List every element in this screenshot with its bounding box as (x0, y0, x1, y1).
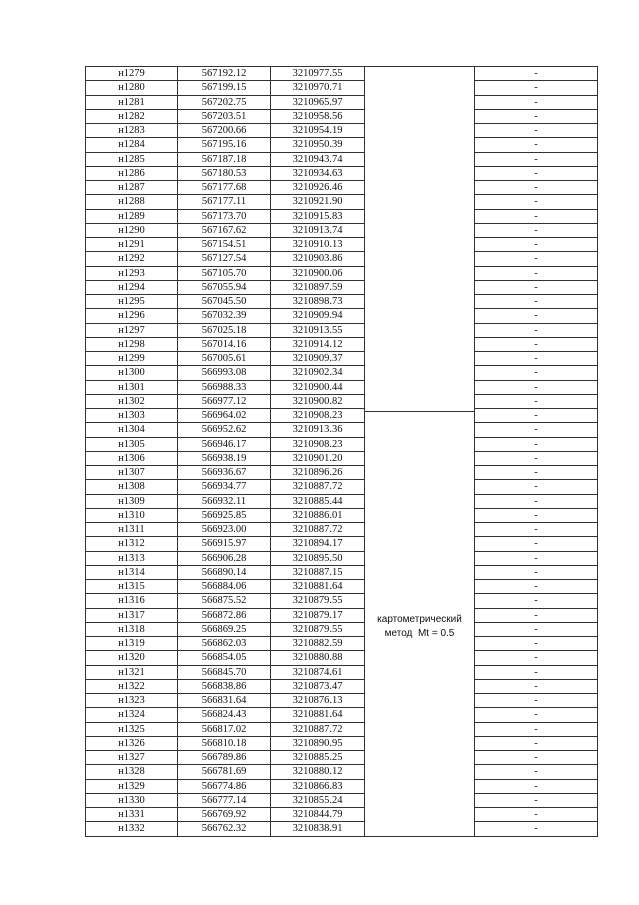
x-coordinate-cell: 567025.18 (178, 323, 271, 337)
accuracy-cell: - (475, 765, 598, 779)
point-name-cell: н1308 (86, 480, 178, 494)
x-coordinate-cell: 566952.62 (178, 423, 271, 437)
point-name-cell: н1331 (86, 808, 178, 822)
method-label (365, 613, 474, 641)
accuracy-cell: - (475, 138, 598, 152)
point-name-cell: н1318 (86, 622, 178, 636)
x-coordinate-cell: 567180.53 (178, 166, 271, 180)
accuracy-cell: - (475, 181, 598, 195)
point-name-cell: н1296 (86, 309, 178, 323)
point-name-cell: н1306 (86, 451, 178, 465)
point-name-cell: н1324 (86, 708, 178, 722)
point-name-cell: н1330 (86, 793, 178, 807)
accuracy-cell: - (475, 822, 598, 836)
x-coordinate-cell: 567195.16 (178, 138, 271, 152)
method-divider-line (365, 411, 474, 412)
table-row (86, 309, 598, 323)
accuracy-cell: - (475, 280, 598, 294)
x-coordinate-cell: 567032.39 (178, 309, 271, 323)
x-coordinate-cell: 566875.52 (178, 594, 271, 608)
table-row (86, 223, 598, 237)
accuracy-cell: - (475, 736, 598, 750)
y-coordinate-cell: 3210885.25 (271, 751, 365, 765)
x-coordinate-cell: 566993.08 (178, 366, 271, 380)
x-coordinate-cell: 567045.50 (178, 295, 271, 309)
point-name-cell: н1305 (86, 437, 178, 451)
method-cell (365, 67, 475, 837)
table-row (86, 523, 598, 537)
accuracy-cell: - (475, 451, 598, 465)
accuracy-cell: - (475, 808, 598, 822)
point-name-cell: н1309 (86, 494, 178, 508)
point-name-cell: н1279 (86, 67, 178, 81)
x-coordinate-cell: 567192.12 (178, 67, 271, 81)
point-name-cell: н1319 (86, 637, 178, 651)
point-name-cell: н1310 (86, 508, 178, 522)
table-row (86, 580, 598, 594)
y-coordinate-cell: 3210901.20 (271, 451, 365, 465)
y-coordinate-cell: 3210855.24 (271, 793, 365, 807)
point-name-cell: н1311 (86, 523, 178, 537)
point-name-cell: н1289 (86, 209, 178, 223)
table-row (86, 665, 598, 679)
y-coordinate-cell: 3210887.72 (271, 523, 365, 537)
point-name-cell: н1295 (86, 295, 178, 309)
y-coordinate-cell: 3210921.90 (271, 195, 365, 209)
x-coordinate-cell: 566831.64 (178, 694, 271, 708)
accuracy-cell: - (475, 637, 598, 651)
x-coordinate-cell: 566774.86 (178, 779, 271, 793)
point-name-cell: н1327 (86, 751, 178, 765)
x-coordinate-cell: 566824.43 (178, 708, 271, 722)
accuracy-cell: - (475, 423, 598, 437)
y-coordinate-cell: 3210879.17 (271, 608, 365, 622)
accuracy-cell: - (475, 694, 598, 708)
point-name-cell: н1294 (86, 280, 178, 294)
point-name-cell: н1302 (86, 394, 178, 408)
table-row (86, 152, 598, 166)
table-row (86, 295, 598, 309)
y-coordinate-cell: 3210880.88 (271, 651, 365, 665)
point-name-cell: н1322 (86, 679, 178, 693)
y-coordinate-cell: 3210970.71 (271, 81, 365, 95)
x-coordinate-cell: 567202.75 (178, 95, 271, 109)
table-row (86, 594, 598, 608)
accuracy-cell: - (475, 580, 598, 594)
accuracy-cell: - (475, 793, 598, 807)
table-row (86, 722, 598, 736)
table-row (86, 323, 598, 337)
point-name-cell: н1329 (86, 779, 178, 793)
x-coordinate-cell: 566890.14 (178, 565, 271, 579)
x-coordinate-cell: 567200.66 (178, 124, 271, 138)
accuracy-cell: - (475, 608, 598, 622)
y-coordinate-cell: 3210926.46 (271, 181, 365, 195)
y-coordinate-cell: 3210910.13 (271, 238, 365, 252)
y-coordinate-cell: 3210908.23 (271, 437, 365, 451)
x-coordinate-cell: 567154.51 (178, 238, 271, 252)
point-name-cell: н1301 (86, 380, 178, 394)
x-coordinate-cell: 566762.32 (178, 822, 271, 836)
table-row (86, 238, 598, 252)
x-coordinate-cell: 566923.00 (178, 523, 271, 537)
point-name-cell: н1307 (86, 466, 178, 480)
table-row (86, 765, 598, 779)
point-name-cell: н1312 (86, 537, 178, 551)
table-row (86, 651, 598, 665)
table-row (86, 138, 598, 152)
x-coordinate-cell: 567055.94 (178, 280, 271, 294)
point-name-cell: н1292 (86, 252, 178, 266)
point-name-cell: н1300 (86, 366, 178, 380)
table-row (86, 409, 598, 423)
y-coordinate-cell: 3210890.95 (271, 736, 365, 750)
accuracy-cell: - (475, 708, 598, 722)
accuracy-cell: - (475, 238, 598, 252)
table-row (86, 195, 598, 209)
y-coordinate-cell: 3210909.94 (271, 309, 365, 323)
point-name-cell: н1325 (86, 722, 178, 736)
y-coordinate-cell: 3210913.74 (271, 223, 365, 237)
table-row (86, 380, 598, 394)
accuracy-cell: - (475, 95, 598, 109)
accuracy-cell: - (475, 651, 598, 665)
y-coordinate-cell: 3210881.64 (271, 708, 365, 722)
x-coordinate-cell: 566838.86 (178, 679, 271, 693)
x-coordinate-cell: 567127.54 (178, 252, 271, 266)
method-label-line2: метод Mt = 0.5 (384, 628, 455, 639)
table-row (86, 751, 598, 765)
table-row (86, 537, 598, 551)
table-row (86, 779, 598, 793)
accuracy-cell: - (475, 665, 598, 679)
y-coordinate-cell: 3210915.83 (271, 209, 365, 223)
table-row (86, 451, 598, 465)
y-coordinate-cell: 3210908.23 (271, 409, 365, 423)
point-name-cell: н1299 (86, 352, 178, 366)
x-coordinate-cell: 566777.14 (178, 793, 271, 807)
accuracy-cell: - (475, 81, 598, 95)
x-coordinate-cell: 567199.15 (178, 81, 271, 95)
point-name-cell: н1320 (86, 651, 178, 665)
x-coordinate-cell: 567105.70 (178, 266, 271, 280)
point-name-cell: н1315 (86, 580, 178, 594)
accuracy-cell: - (475, 124, 598, 138)
accuracy-cell: - (475, 409, 598, 423)
x-coordinate-cell: 566810.18 (178, 736, 271, 750)
x-coordinate-cell: 567187.18 (178, 152, 271, 166)
table-row (86, 679, 598, 693)
table-row (86, 708, 598, 722)
accuracy-cell: - (475, 722, 598, 736)
x-coordinate-cell: 567203.51 (178, 109, 271, 123)
y-coordinate-cell: 3210898.73 (271, 295, 365, 309)
accuracy-cell: - (475, 380, 598, 394)
point-name-cell: н1326 (86, 736, 178, 750)
x-coordinate-cell: 566869.25 (178, 622, 271, 636)
accuracy-cell: - (475, 594, 598, 608)
y-coordinate-cell: 3210900.44 (271, 380, 365, 394)
accuracy-cell: - (475, 551, 598, 565)
x-coordinate-cell: 566946.17 (178, 437, 271, 451)
accuracy-cell: - (475, 223, 598, 237)
x-coordinate-cell: 567167.62 (178, 223, 271, 237)
point-name-cell: н1286 (86, 166, 178, 180)
point-name-cell: н1321 (86, 665, 178, 679)
coordinates-table-body (86, 67, 598, 837)
y-coordinate-cell: 3210965.97 (271, 95, 365, 109)
point-name-cell: н1285 (86, 152, 178, 166)
accuracy-cell: - (475, 437, 598, 451)
y-coordinate-cell: 3210887.72 (271, 722, 365, 736)
y-coordinate-cell: 3210873.47 (271, 679, 365, 693)
accuracy-cell: - (475, 523, 598, 537)
accuracy-cell: - (475, 252, 598, 266)
table-row (86, 352, 598, 366)
point-name-cell: н1282 (86, 109, 178, 123)
x-coordinate-cell: 567177.68 (178, 181, 271, 195)
y-coordinate-cell: 3210879.55 (271, 594, 365, 608)
table-row (86, 109, 598, 123)
x-coordinate-cell: 566988.33 (178, 380, 271, 394)
x-coordinate-cell: 566854.05 (178, 651, 271, 665)
point-name-cell: н1293 (86, 266, 178, 280)
point-name-cell: н1291 (86, 238, 178, 252)
x-coordinate-cell: 566769.92 (178, 808, 271, 822)
accuracy-cell: - (475, 394, 598, 408)
y-coordinate-cell: 3210902.34 (271, 366, 365, 380)
x-coordinate-cell: 567005.61 (178, 352, 271, 366)
x-coordinate-cell: 566932.11 (178, 494, 271, 508)
accuracy-cell: - (475, 466, 598, 480)
table-row (86, 808, 598, 822)
accuracy-cell: - (475, 480, 598, 494)
table-row (86, 551, 598, 565)
y-coordinate-cell: 3210876.13 (271, 694, 365, 708)
method-label-line1: картометрический (377, 614, 462, 625)
table-row (86, 280, 598, 294)
table-row (86, 252, 598, 266)
accuracy-cell: - (475, 352, 598, 366)
table-row (86, 266, 598, 280)
table-row (86, 466, 598, 480)
table-row (86, 95, 598, 109)
accuracy-cell: - (475, 67, 598, 81)
table-row (86, 181, 598, 195)
y-coordinate-cell: 3210900.82 (271, 394, 365, 408)
accuracy-cell: - (475, 366, 598, 380)
table-row (86, 480, 598, 494)
point-name-cell: н1316 (86, 594, 178, 608)
table-row (86, 608, 598, 622)
x-coordinate-cell: 566906.28 (178, 551, 271, 565)
y-coordinate-cell: 3210950.39 (271, 138, 365, 152)
accuracy-cell: - (475, 565, 598, 579)
point-name-cell: н1287 (86, 181, 178, 195)
table-row (86, 366, 598, 380)
y-coordinate-cell: 3210934.63 (271, 166, 365, 180)
y-coordinate-cell: 3210954.19 (271, 124, 365, 138)
x-coordinate-cell: 566964.02 (178, 409, 271, 423)
y-coordinate-cell: 3210838.91 (271, 822, 365, 836)
y-coordinate-cell: 3210882.59 (271, 637, 365, 651)
y-coordinate-cell: 3210887.72 (271, 480, 365, 494)
y-coordinate-cell: 3210900.06 (271, 266, 365, 280)
method-cell-inner (365, 67, 474, 836)
x-coordinate-cell: 566884.06 (178, 580, 271, 594)
accuracy-cell: - (475, 323, 598, 337)
x-coordinate-cell: 566789.86 (178, 751, 271, 765)
point-name-cell: н1314 (86, 565, 178, 579)
point-name-cell: н1298 (86, 337, 178, 351)
x-coordinate-cell: 566781.69 (178, 765, 271, 779)
table-row (86, 81, 598, 95)
accuracy-cell: - (475, 209, 598, 223)
table-row (86, 67, 598, 81)
table-row (86, 209, 598, 223)
y-coordinate-cell: 3210881.64 (271, 580, 365, 594)
y-coordinate-cell: 3210958.56 (271, 109, 365, 123)
y-coordinate-cell: 3210914.12 (271, 337, 365, 351)
accuracy-cell: - (475, 508, 598, 522)
accuracy-cell: - (475, 337, 598, 351)
y-coordinate-cell: 3210844.79 (271, 808, 365, 822)
accuracy-cell: - (475, 622, 598, 636)
table-row (86, 394, 598, 408)
table-row (86, 423, 598, 437)
accuracy-cell: - (475, 751, 598, 765)
table-row (86, 337, 598, 351)
accuracy-cell: - (475, 295, 598, 309)
table-row (86, 822, 598, 836)
table-row (86, 622, 598, 636)
y-coordinate-cell: 3210909.37 (271, 352, 365, 366)
table-row (86, 124, 598, 138)
x-coordinate-cell: 567014.16 (178, 337, 271, 351)
accuracy-cell: - (475, 494, 598, 508)
point-name-cell: н1284 (86, 138, 178, 152)
coordinates-table (85, 66, 598, 837)
table-row (86, 494, 598, 508)
table-row (86, 694, 598, 708)
accuracy-cell: - (475, 166, 598, 180)
table-row (86, 166, 598, 180)
x-coordinate-cell: 566872.86 (178, 608, 271, 622)
y-coordinate-cell: 3210887.15 (271, 565, 365, 579)
x-coordinate-cell: 567177.11 (178, 195, 271, 209)
accuracy-cell: - (475, 309, 598, 323)
point-name-cell: н1328 (86, 765, 178, 779)
x-coordinate-cell: 566817.02 (178, 722, 271, 736)
y-coordinate-cell: 3210880.12 (271, 765, 365, 779)
point-name-cell: н1332 (86, 822, 178, 836)
point-name-cell: н1297 (86, 323, 178, 337)
table-row (86, 637, 598, 651)
table-row (86, 508, 598, 522)
point-name-cell: н1281 (86, 95, 178, 109)
x-coordinate-cell: 567173.70 (178, 209, 271, 223)
y-coordinate-cell: 3210874.61 (271, 665, 365, 679)
table-row (86, 736, 598, 750)
table-row (86, 793, 598, 807)
y-coordinate-cell: 3210895.50 (271, 551, 365, 565)
accuracy-cell: - (475, 152, 598, 166)
point-name-cell: н1313 (86, 551, 178, 565)
x-coordinate-cell: 566977.12 (178, 394, 271, 408)
y-coordinate-cell: 3210885.44 (271, 494, 365, 508)
y-coordinate-cell: 3210886.01 (271, 508, 365, 522)
x-coordinate-cell: 566925.85 (178, 508, 271, 522)
y-coordinate-cell: 3210897.59 (271, 280, 365, 294)
x-coordinate-cell: 566845.70 (178, 665, 271, 679)
accuracy-cell: - (475, 679, 598, 693)
x-coordinate-cell: 566934.77 (178, 480, 271, 494)
y-coordinate-cell: 3210977.55 (271, 67, 365, 81)
y-coordinate-cell: 3210913.55 (271, 323, 365, 337)
accuracy-cell: - (475, 195, 598, 209)
accuracy-cell: - (475, 109, 598, 123)
y-coordinate-cell: 3210879.55 (271, 622, 365, 636)
x-coordinate-cell: 566915.97 (178, 537, 271, 551)
point-name-cell: н1288 (86, 195, 178, 209)
x-coordinate-cell: 566862.03 (178, 637, 271, 651)
point-name-cell: н1317 (86, 608, 178, 622)
y-coordinate-cell: 3210896.26 (271, 466, 365, 480)
point-name-cell: н1280 (86, 81, 178, 95)
point-name-cell: н1283 (86, 124, 178, 138)
accuracy-cell: - (475, 266, 598, 280)
table-row (86, 565, 598, 579)
y-coordinate-cell: 3210866.83 (271, 779, 365, 793)
point-name-cell: н1290 (86, 223, 178, 237)
accuracy-cell: - (475, 779, 598, 793)
x-coordinate-cell: 566938.19 (178, 451, 271, 465)
point-name-cell: н1323 (86, 694, 178, 708)
accuracy-cell: - (475, 537, 598, 551)
point-name-cell: н1303 (86, 409, 178, 423)
y-coordinate-cell: 3210894.17 (271, 537, 365, 551)
y-coordinate-cell: 3210943.74 (271, 152, 365, 166)
y-coordinate-cell: 3210913.36 (271, 423, 365, 437)
x-coordinate-cell: 566936.67 (178, 466, 271, 480)
y-coordinate-cell: 3210903.86 (271, 252, 365, 266)
point-name-cell: н1304 (86, 423, 178, 437)
table-row (86, 437, 598, 451)
